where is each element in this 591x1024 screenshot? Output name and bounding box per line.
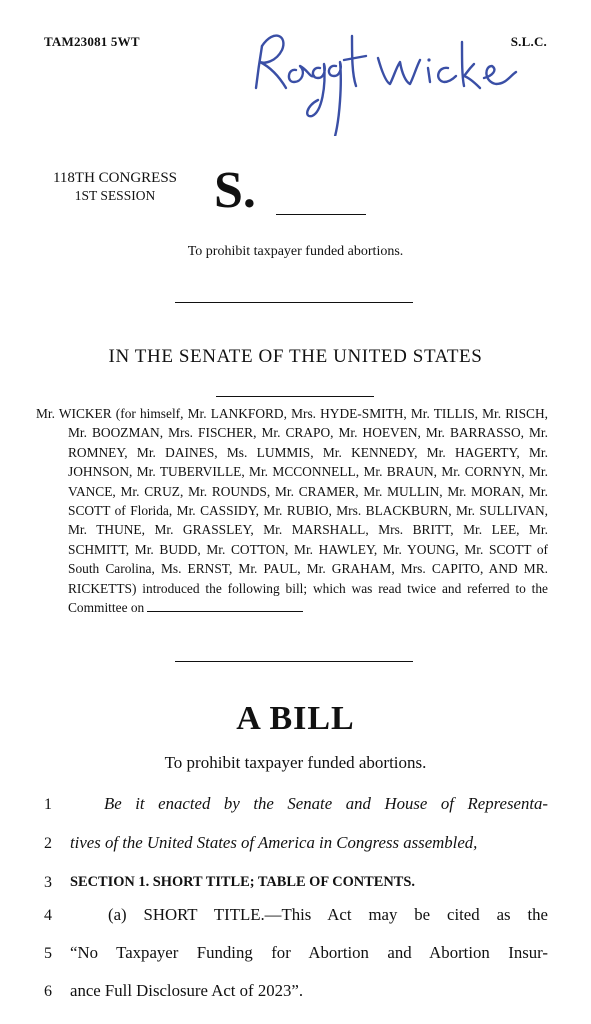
line-number: 2 bbox=[44, 835, 52, 852]
bill-text-line: tives of the United States of America in Congress assembled, bbox=[70, 833, 478, 852]
session-number: 1ST SESSION bbox=[74, 188, 156, 203]
bill-text-line: Be it enacted by the Senate and House of Representa- bbox=[104, 794, 548, 813]
short-purpose: To prohibit taxpayer funded abortions. bbox=[187, 244, 404, 259]
bill-text-line: ance Full Disclosure Act of 2023”. bbox=[70, 981, 304, 1000]
handwritten-signature bbox=[248, 16, 518, 136]
bill-heading: A BILL bbox=[236, 700, 355, 737]
divider bbox=[175, 661, 413, 662]
bill-number-blank bbox=[276, 214, 366, 215]
divider bbox=[216, 396, 374, 397]
bill-text-line: “No Taxpayer Funding for Abortion and Abortion Insur- bbox=[70, 943, 548, 962]
divider bbox=[175, 302, 413, 303]
sponsors-paragraph bbox=[36, 404, 548, 617]
congress-number: 118TH CONGRESS bbox=[52, 170, 178, 186]
line-number: 6 bbox=[44, 983, 52, 1000]
congress-session-block bbox=[40, 170, 190, 204]
bill-text-line: (a) SHORT TITLE.—This Act may be cited as the bbox=[108, 905, 548, 924]
committee-blank bbox=[147, 599, 303, 612]
line-number: 4 bbox=[44, 907, 52, 924]
office-code: S.L.C. bbox=[510, 34, 547, 49]
line-number: 1 bbox=[44, 796, 52, 813]
line-number: 5 bbox=[44, 945, 52, 962]
sponsors-text: Mr. WICKER (for himself, Mr. LANKFORD, Mrs. HYDE-SMITH, Mr. TILLIS, Mr. RISCH, Mr. BOOZMAN, Mrs. FISCHER, Mr. CRAPO, Mr. HOEVEN, Mr. BARRASSO, Mr. ROMNEY, Mr. DAINES, Ms. LUMMIS, Mr. KENNEDY, Mr. HAGERTY, Mr. JOHNSON, Mr. TUBERVILLE, Mr. MCCONNELL, Mr. BRAUN, Mr. CORNYN, Mr. VANCE, Mr. CRUZ, Mr. ROUNDS, Mr. CRAMER, Mr. MULLIN, Mr. MORAN, Mr. SCOTT of Florida, Mr. CASSIDY, Mr. RUBIO, Mrs. BLACKBURN, Mr. SULLIVAN, Mr. THUNE, Mr. GRASSLEY, Mr. MARSHALL, Mrs. BRITT, Mr. LEE, Mr. SCHMITT, Mr. BUDD, Mr. COTTON, Mr. HAWLEY, Mr. YOUNG, Mr. SCOTT of South Carolina, Ms. ERNST, Mr. PAUL, Mr. GRAHAM, Mrs. CAPITO, AND MR. RICKETTS) introduced the following bill; which was read twice and referred to the Committee on bbox=[36, 406, 548, 616]
section-heading: SECTION 1. SHORT TITLE; TABLE OF CONTENTS. bbox=[70, 874, 415, 890]
bill-prefix: S. bbox=[214, 162, 256, 219]
document-code: TAM23081 5WT bbox=[44, 34, 140, 49]
chamber-heading: IN THE SENATE OF THE UNITED STATES bbox=[108, 346, 483, 367]
line-number: 3 bbox=[44, 874, 52, 891]
bill-purpose: To prohibit taxpayer funded abortions. bbox=[164, 753, 427, 772]
